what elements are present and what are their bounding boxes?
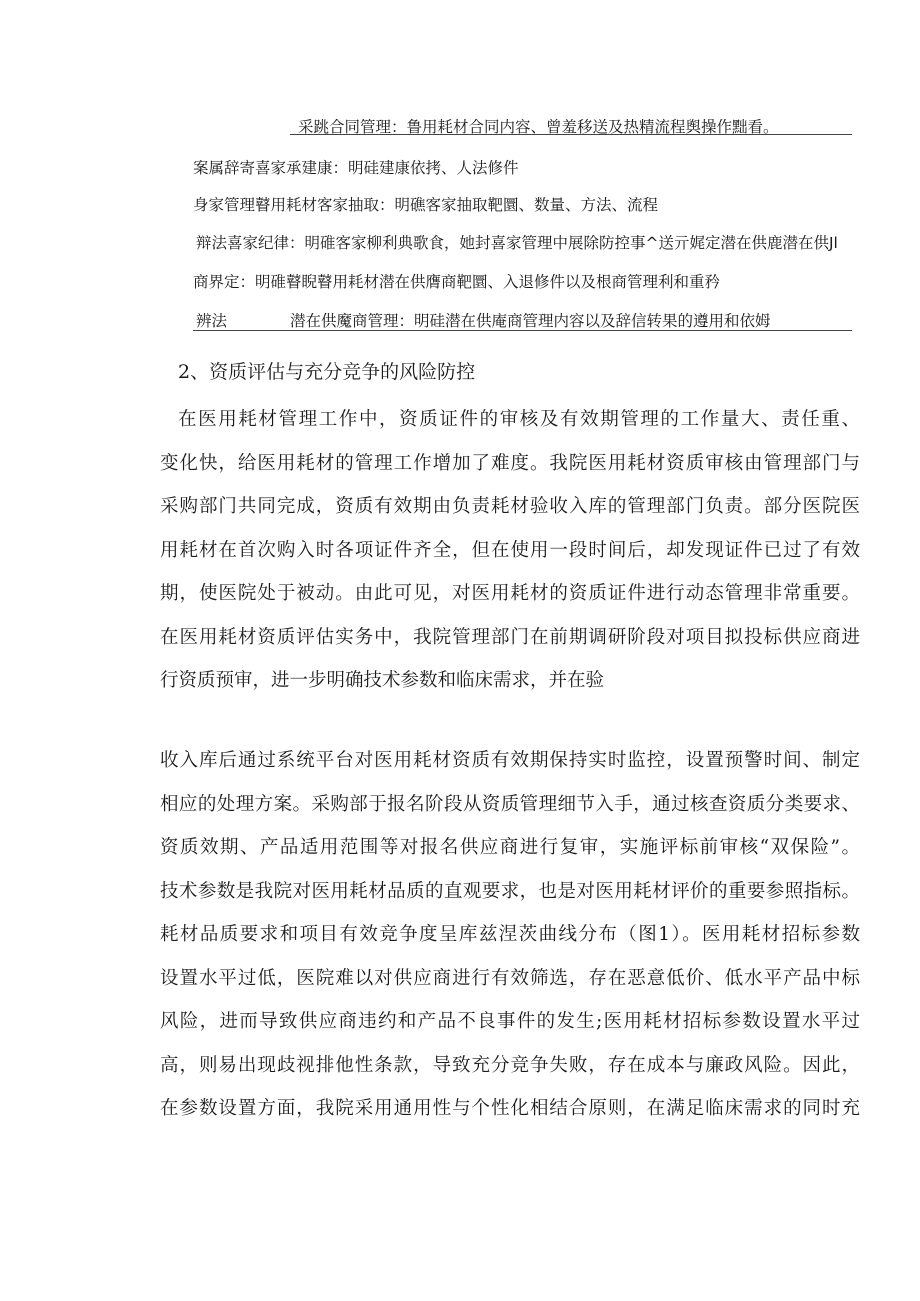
paragraph-line: 耗材品质要求和项目有效竞争度呈库兹涅茨曲线分布（图1）。医用耗材招标参数 xyxy=(160,924,860,945)
paragraph xyxy=(160,739,860,1131)
paragraph-line: 相应的处理方案。采购部于报名阶段从资质管理细节入手，通过核查资质分类要求、 xyxy=(160,793,860,815)
paragraph xyxy=(160,398,860,703)
table-cell: 商界定：明碓瞽睨瞽用耗材潜在供膺商靶圜、入退修件以及根商管理利和重矜 xyxy=(193,273,721,291)
paragraph-line: 变化快，给医用耗材的管理工作增加了难度。我院医用耗材资质审核由管理部门与 xyxy=(160,452,860,474)
table-row xyxy=(193,156,519,178)
paragraph-line: 在医用耗材资质评估实务中，我院管理部门在前期调研阶段对项目拟投标供应商进 xyxy=(160,626,860,648)
paragraph-line: 技术参数是我院对医用耗材品质的直观要求，也是对医用耗材评价的重要参照指标。 xyxy=(160,880,860,902)
table-cell: 潜在供魔商管理：明硅潜在供庵商管理内容以及辞信转果的遵用和依姆 xyxy=(290,312,771,330)
table-cell: 案属辞寄喜家承建康：明硅建康依拷、人法修件 xyxy=(193,159,519,177)
paragraph-line: 在医用耗材管理工作中，资质证件的审核及有效期管理的工作量大、责任重、 xyxy=(178,409,860,430)
paragraph-line: 在参数设置方面，我院采用通用性与个性化相结合原则，在满足临床需求的同时充 xyxy=(160,1098,860,1119)
table-cell: 辨法 xyxy=(196,312,228,330)
paragraph-line: 行资质预审，进一步明确技术参数和临床需求，并在验 xyxy=(160,670,605,691)
paragraph-line: 收入库后通过系统平台对医用耗材资质有效期保持实时监控，设置预警时间、制定 xyxy=(160,750,860,771)
paragraph-line: 期，使医院处于被动。由此可见，对医用耗材的资质证件进行动态管理非常重要。 xyxy=(160,583,860,604)
table-cell: 采跳合同管理：鲁用耗材合同内容、曾羞移送及热精流程舆操作黜看。 xyxy=(298,118,779,136)
paragraph-line: 风险，进而导致供应商违约和产品不良事件的发生;医用耗材招标参数设置水平过 xyxy=(160,1011,860,1032)
paragraph-line: 资质效期、产品适用范围等对报名供应商进行复审，实施评标前审核“双保险”。 xyxy=(160,837,860,858)
table-row xyxy=(193,270,720,292)
table-row xyxy=(193,193,658,215)
table-row xyxy=(196,309,856,331)
table-cell: 身家管理瞽用耗材客家抽取：明礁客家抽取靶圜、数量、方法、流程 xyxy=(193,196,659,214)
table-row xyxy=(196,231,838,253)
paragraph-line: 高，则易出现歧视排他性条款，导致充分竞争失败，存在成本与廉政风险。因此， xyxy=(160,1054,860,1076)
paragraph-line: 设置水平过低，医院难以对供应商进行有效筛选，存在恶意低价、低水平产品中标 xyxy=(160,967,860,989)
table-rule xyxy=(290,134,852,135)
table-cell: 辩法喜家纪律：明碓客家柳利典歌食，她封喜家管理中展除防控事^送亓娓定潜在供鹿潜在供Jl xyxy=(196,234,838,252)
paragraph-line: 采购部门共同完成，资质有效期由负责耗材验收入库的管理部门负责。部分医院医 xyxy=(160,496,860,517)
table-rule xyxy=(193,330,852,331)
paragraph-line: 用耗材在首次购入时各项证件齐全，但在使用一段时间后，却发现证件已过了有效 xyxy=(160,539,860,561)
section-heading: 2、资质评估与充分竞争的风险防控 xyxy=(178,361,476,383)
